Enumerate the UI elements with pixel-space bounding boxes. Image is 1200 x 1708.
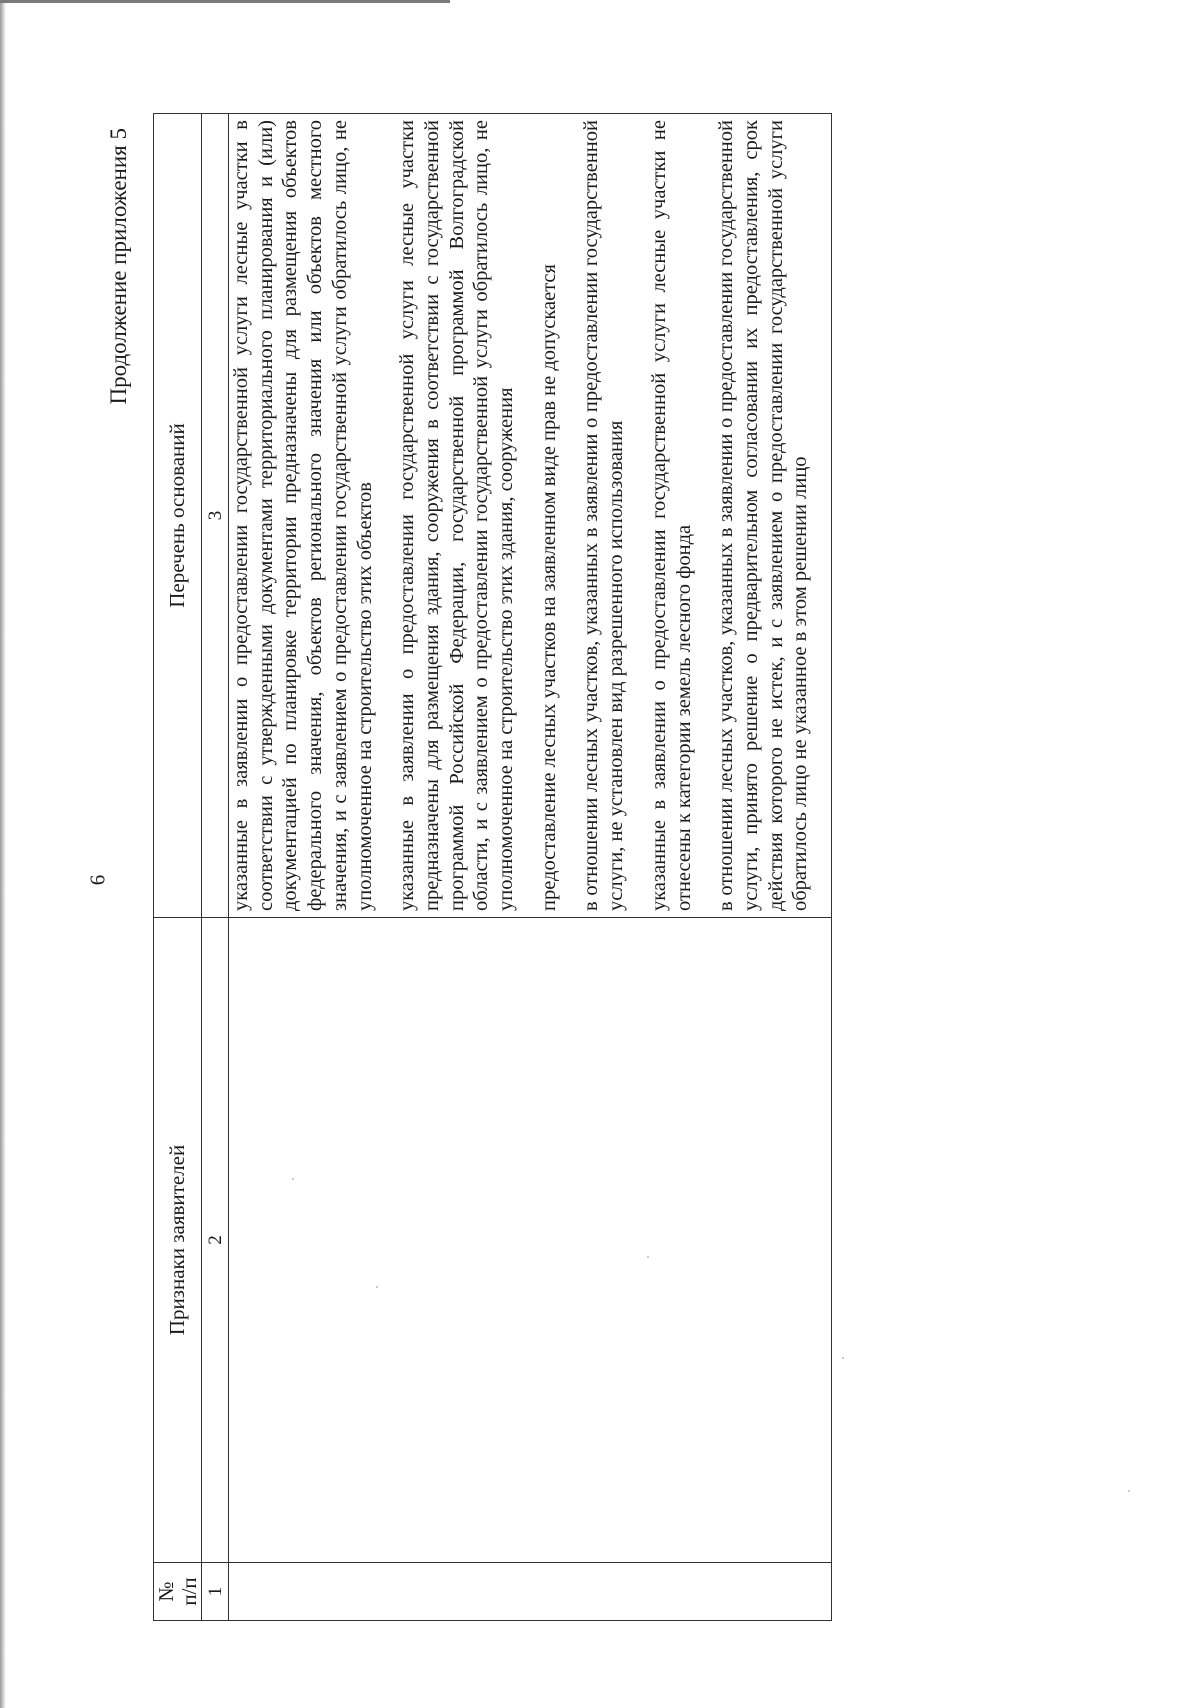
scan-speck <box>1128 1490 1130 1492</box>
column-number: 1 <box>202 1563 229 1621</box>
scan-edge-top <box>0 0 450 3</box>
table-header-row <box>154 114 202 1621</box>
continuation-caption: Продолжение приложения 5 <box>106 128 131 405</box>
column-numbers-row <box>202 114 229 1621</box>
applicant-features-cell <box>229 918 832 1563</box>
column-number: 2 <box>202 918 229 1563</box>
scan-speck <box>842 1357 844 1359</box>
ground-item: в отношении лесных участков, указанных в заявлении о предоставлении государственной услуги, принято решение о предварительном согласовании их предоставления, срок действия которого не истек, и с заявлением о предоставлении государственной услуги обратилось лицо не указанное в этом решении лицо <box>715 120 812 911</box>
scan-speck <box>292 1178 294 1180</box>
ground-item: указанные в заявлении о предоставлении государственной услуги лесные участки в соответствии с утвержденными документами территориального планирования и (или) документацией по планировке территории предназначены для размещения объектов федерального значения, объектов регионального значения или объектов местного значения, и с заявлением о предоставлении государственной услуги обратилось лицо, не уполномоченное на строительство этих объектов <box>230 120 376 911</box>
ground-item: указанные в заявлении о предоставлении государственной услуги лесные участки предназначены для размещения здания, сооружения в соответствии с государственной программой Российской Федерации, государственной программой Волгоградской области, и с заявлением о предоставлении государственной услуги обратилось лицо, не уполномоченное на строительство этих здания, сооружения <box>396 120 518 911</box>
col-header-grounds-list: Перечень оснований <box>154 114 202 918</box>
table-row <box>229 114 832 1621</box>
ground-item: в отношении лесных участков, указанных в заявлении о предоставлении государственной услуги, не установлен вид разрешенного использования <box>580 120 628 911</box>
scan-speck <box>376 1286 378 1288</box>
rotated-page <box>106 114 1093 1621</box>
ground-item: указанные в заявлении о предоставлении государственной услуги лесные участки не отнесены к категории земель лесного фонда <box>647 120 695 911</box>
col-header-applicant-features: Признаки заявителей <box>154 918 202 1563</box>
grounds-cell <box>229 114 832 918</box>
scan-edge <box>0 0 6 1708</box>
scan-speck <box>647 1256 649 1258</box>
ground-item: предоставление лесных участков на заявленном виде прав не допускается <box>537 264 560 911</box>
col-header-number: № п/п <box>154 1563 202 1621</box>
grounds-table <box>153 113 832 1621</box>
page-number: 6 <box>85 874 110 886</box>
number-cell <box>229 1563 832 1621</box>
column-number: 3 <box>202 114 229 918</box>
